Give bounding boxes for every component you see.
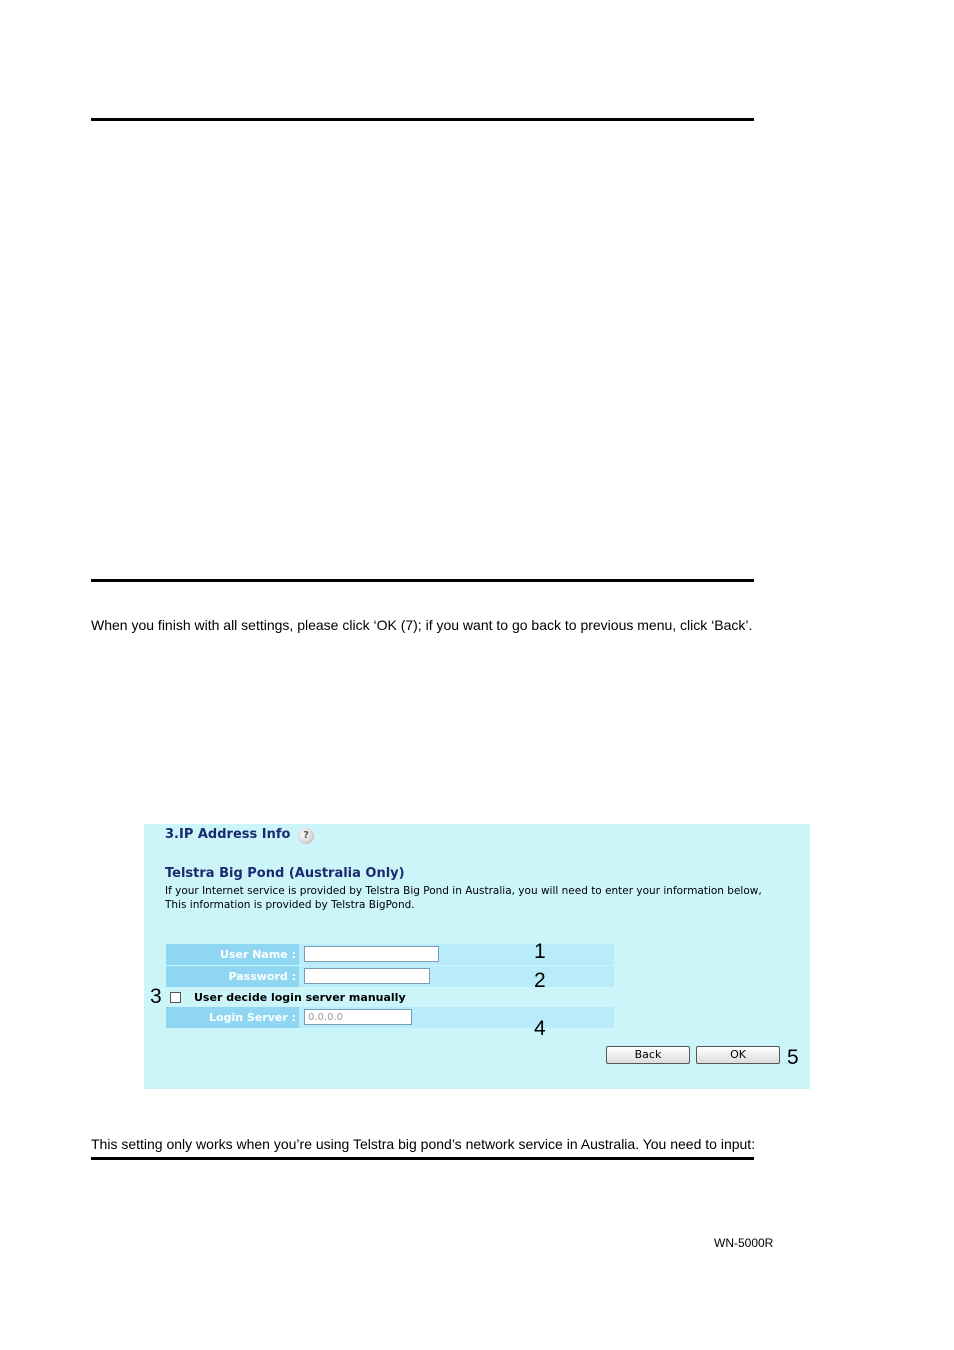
ok-button[interactable]: OK <box>696 1046 780 1064</box>
panel-subtitle: Telstra Big Pond (Australia Only) <box>165 866 405 881</box>
manual-login-checkbox[interactable] <box>170 992 181 1003</box>
bottom-rule <box>91 1157 754 1160</box>
manual-login-label: User decide login server manually <box>194 991 406 1004</box>
panel-description: If your Internet service is provided by Telstra Big Pond in Australia, you will need to enter your information below, This information is provided by Telstra BigPond. <box>165 885 762 911</box>
login-server-label: Login Server : <box>166 1007 299 1028</box>
callout-3: 3 <box>150 985 162 1008</box>
callout-2: 2 <box>534 969 546 992</box>
instruction-paragraph: When you finish with all settings, please click ‘OK (7); if you want to go back to previous menu, click ‘Back’. <box>91 617 753 633</box>
callout-4: 4 <box>534 1017 546 1040</box>
middle-rule <box>91 579 754 582</box>
username-label: User Name : <box>166 944 299 965</box>
password-input[interactable] <box>304 968 430 984</box>
back-button[interactable]: Back <box>606 1046 690 1064</box>
bottom-paragraph: This setting only works when you’re using Telstra big pond’s network service in Australia. You need to input: <box>91 1136 756 1152</box>
password-label: Password : <box>166 966 299 987</box>
callout-1: 1 <box>534 940 546 963</box>
username-input[interactable] <box>304 946 439 962</box>
help-icon[interactable]: ? <box>298 828 314 844</box>
model-number: WN-5000R <box>714 1236 774 1250</box>
login-server-input[interactable] <box>304 1009 412 1025</box>
top-rule <box>91 118 754 121</box>
panel-title: 3.IP Address Info <box>165 827 291 842</box>
callout-5: 5 <box>787 1046 799 1069</box>
bigpond-settings-panel <box>144 824 810 1089</box>
